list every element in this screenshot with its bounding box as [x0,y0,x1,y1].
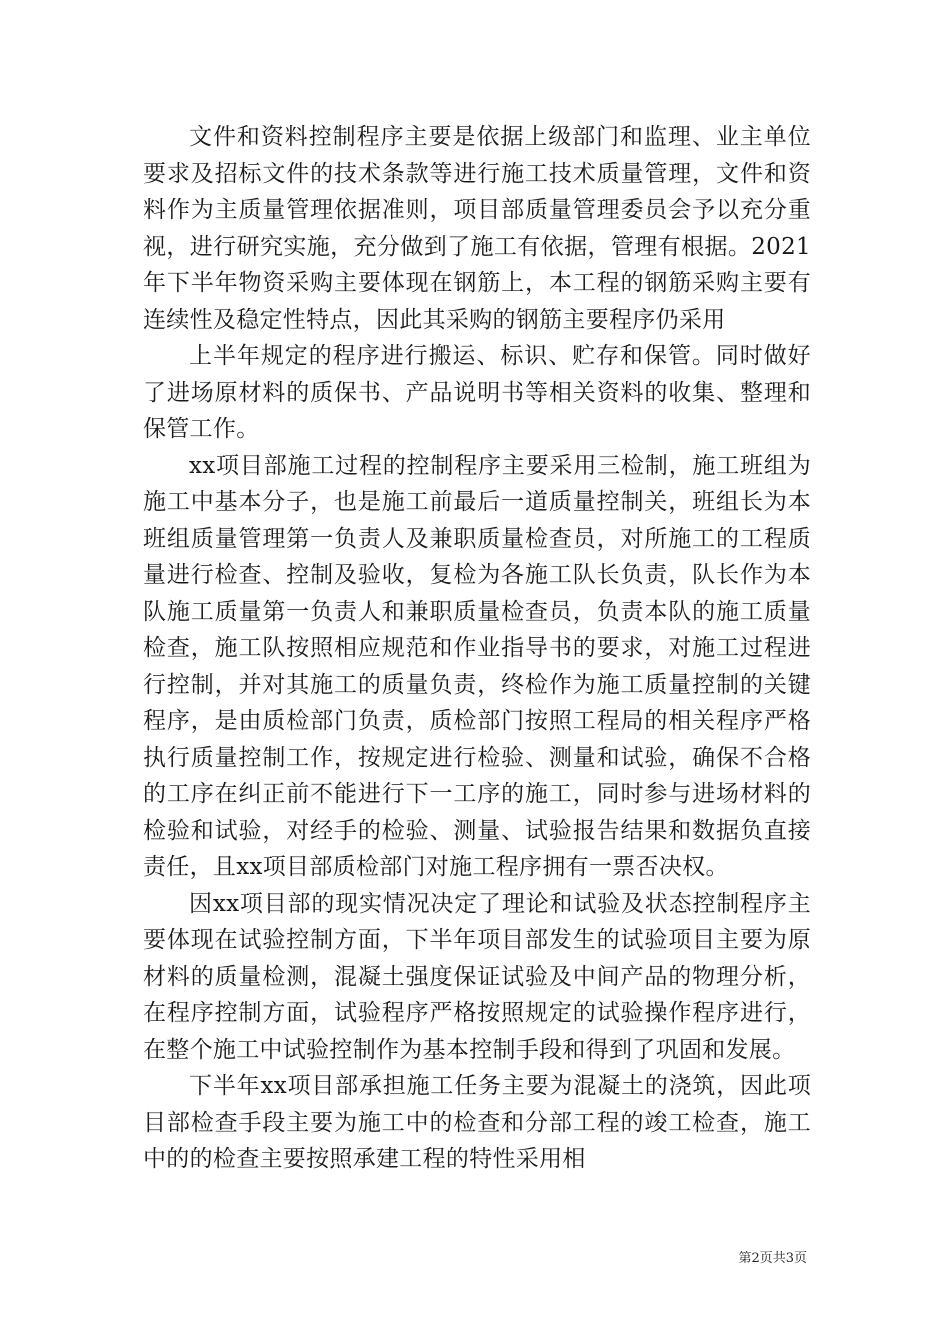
paragraph-1: 文件和资料控制程序主要是依据上级部门和监理、业主单位要求及招标文件的技术条款等进行施工技术质量管理，文件和资料作为主质量管理依据准则，项目部质量管理委员会予以充分重视，进行研究实施，充分做到了施工有依据，管理有根据。2021年下半年物资采购主要体现在钢筋上，本工程的钢筋采购主要有连续性及稳定性特点，因此其采购的钢筋主要程序仍采用 [143,124,811,333]
paragraph-3: xx项目部施工过程的控制程序主要采用三检制，施工班组为施工中基本分子，也是施工前最后一道质量控制关，班组长为本班组质量管理第一负责人及兼职质量检查员，对所施工的工程质量进行检查、控制及验收，复检为各施工队长负责，队长作为本队施工质量第一负责人和兼职质量检查员，负责本队的施工质量检查，施工队按照相应规范和作业指导书的要求，对施工过程进行控制，并对其施工的质量负责，终检作为施工质量控制的关键程序，是由质检部门负责，质检部门按照工程局的相关程序严格执行质量控制工作，按规定进行检验、测量和试验，确保不合格的工序在纠正前不能进行下一工序的施工，同时参与进场材料的检验和试验，对经手的检验、测量、试验报告结果和数据负直接责任，且xx项目部质检部门对施工程序拥有一票否决权。 [143,452,811,880]
document-body [143,119,811,1178]
paragraph-5: 下半年xx项目部承担施工任务主要为混凝土的浇筑，因此项目部检查手段主要为施工中的检查和分部工程的竣工检查，施工中的的检查主要按照承建工程的特性采用相 [143,1073,811,1172]
page-number: 第2页共3页 [738,1251,807,1266]
paragraph-4: 因xx项目部的现实情况决定了理论和试验及状态控制程序主要体现在试验控制方面，下半年项目部发生的试验项目主要为原材料的质量检测，混凝土强度保证试验及中间产品的物理分析，在程序控制方面，试验程序严格按照规定的试验操作程序进行，在整个施工中试验控制作为基本控制手段和得到了巩固和发展。 [143,890,811,1063]
paragraph-2: 上半年规定的程序进行搬运、标识、贮存和保管。同时做好了进场原材料的质保书、产品说明书等相关资料的收集、整理和保管工作。 [143,343,811,442]
